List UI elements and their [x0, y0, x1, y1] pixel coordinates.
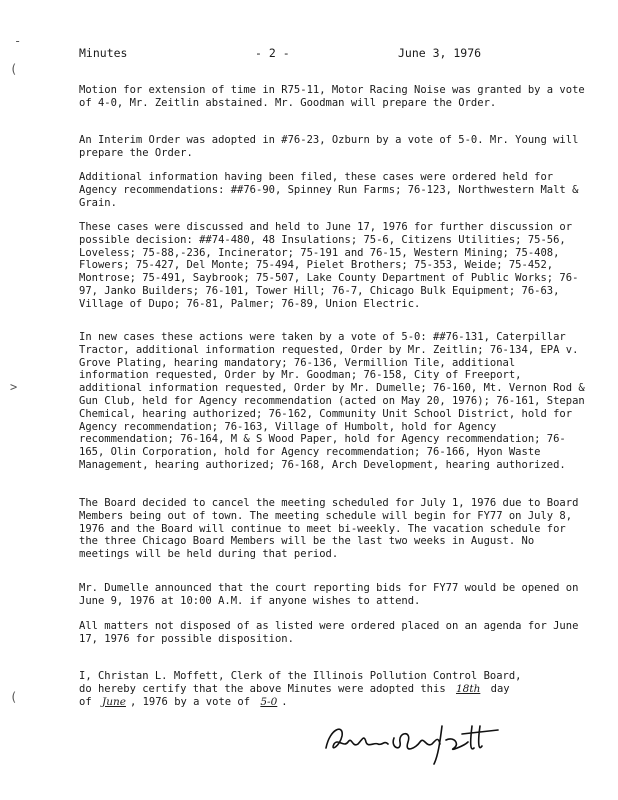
- margin-mark: >: [10, 380, 18, 394]
- paragraph-held-cases: Additional information having been filed, these cases were ordered held for Agency recommendations: ##76-90, Spinney Run Farms; 76-123, Northwestern Malt & Grain.: [79, 171, 579, 209]
- margin-mark: -: [14, 34, 22, 48]
- paragraph-meeting-schedule: The Board decided to cancel the meeting scheduled for July 1, 1976 due to Board Members being out of town. The meeting schedule will begin for FY77 on July 8, 1976 and the Board will continue to meet bi-weekly. The vacation schedule for the three Chicago Board Members will be the last two weeks in August. No meetings will be held during that period.: [79, 497, 579, 561]
- paragraph-announcement: Mr. Dumelle announced that the court reporting bids for FY77 would be opened on June 9, 1976 at 10:00 A.M. if anyone wishes to attend.: [79, 582, 579, 607]
- certification-line-3: of June , 1976 by a vote of 5-0 .: [79, 695, 288, 708]
- paragraph-discussed-cases: These cases were discussed and held to June 17, 1976 for further discussion or possible decision: ##74-480, 48 Insulations; 75-6, Citizens Utilities; 75-56, Loveless; 75-88,-236, Incinerator; 75-191 and 76-15, Western Mining; 75-408, Flowers; 75-427, Del Monte; 75-494, Pielet Brothers; 75-353, Weide; 75-452, Montrose; 75-491, Saybrook; 75-507, Lake County Department of Public Works; 76-97, Janko Builders; 76-101, Tower Hill; 76-7, Chicago Bulk Equipment; 76-63, Village of Dupo; 76-81, Palmer; 76-89, Union Electric.: [79, 221, 579, 310]
- paragraph-motion-extension: Motion for extension of time in R75-11, Motor Racing Noise was granted by a vote of 4-0, Mr. Zeitlin abstained. Mr. Goodman will prepare the Order.: [79, 84, 585, 109]
- signature-image: [322, 718, 512, 768]
- header-title: Minutes: [79, 46, 128, 60]
- margin-mark: (: [10, 690, 18, 704]
- handwritten-month: June: [101, 695, 126, 708]
- paragraph-disposition: All matters not disposed of as listed were ordered placed on an agenda for June 17, 1976 for possible disposition.: [79, 620, 579, 645]
- page-number: - 2 -: [255, 46, 290, 60]
- paragraph-interim-order: An Interim Order was adopted in #76-23, Ozburn by a vote of 5-0. Mr. Young will prepare the Order.: [79, 134, 579, 159]
- margin-mark: (: [10, 62, 18, 76]
- certification-line-1: I, Christan L. Moffett, Clerk of the Illinois Pollution Control Board,: [79, 670, 522, 682]
- handwritten-vote: 5-0: [260, 695, 278, 708]
- certification-statement: [79, 670, 599, 708]
- handwritten-day: 18th: [455, 682, 481, 695]
- certification-line-2: do hereby certify that the above Minutes were adopted this 18th day: [79, 682, 510, 695]
- paragraph-new-cases: In new cases these actions were taken by a vote of 5-0: ##76-131, Caterpillar Tractor, additional information requested, Order by Mr. Zeitlin; 76-134, EPA v. Grove Plating, hearing mandatory; 76-136, Vermillion Tile, additional information requested, Order by Mr. Goodman; 76-158, City of Freeport, additional information requested, Order by Mr. Dumelle; 76-160, Mt. Vernon Rod & Gun Club, held for Agency recommendation (acted on May 20, 1976); 76-161, Stepan Chemical, hearing authorized; 76-162, Community Unit School District, hold for Agency recommendation; 76-163, Village of Humbolt, hold for Agency recommendation; 76-164, M & S Wood Paper, hold for Agency recommendation; 76-165, Olin Corporation, hold for Agency recommendation; 76-166, Hyon Waste Management, hearing authorized; 76-168, Arch Development, hearing authorized.: [79, 331, 585, 471]
- header-date: June 3, 1976: [398, 46, 482, 60]
